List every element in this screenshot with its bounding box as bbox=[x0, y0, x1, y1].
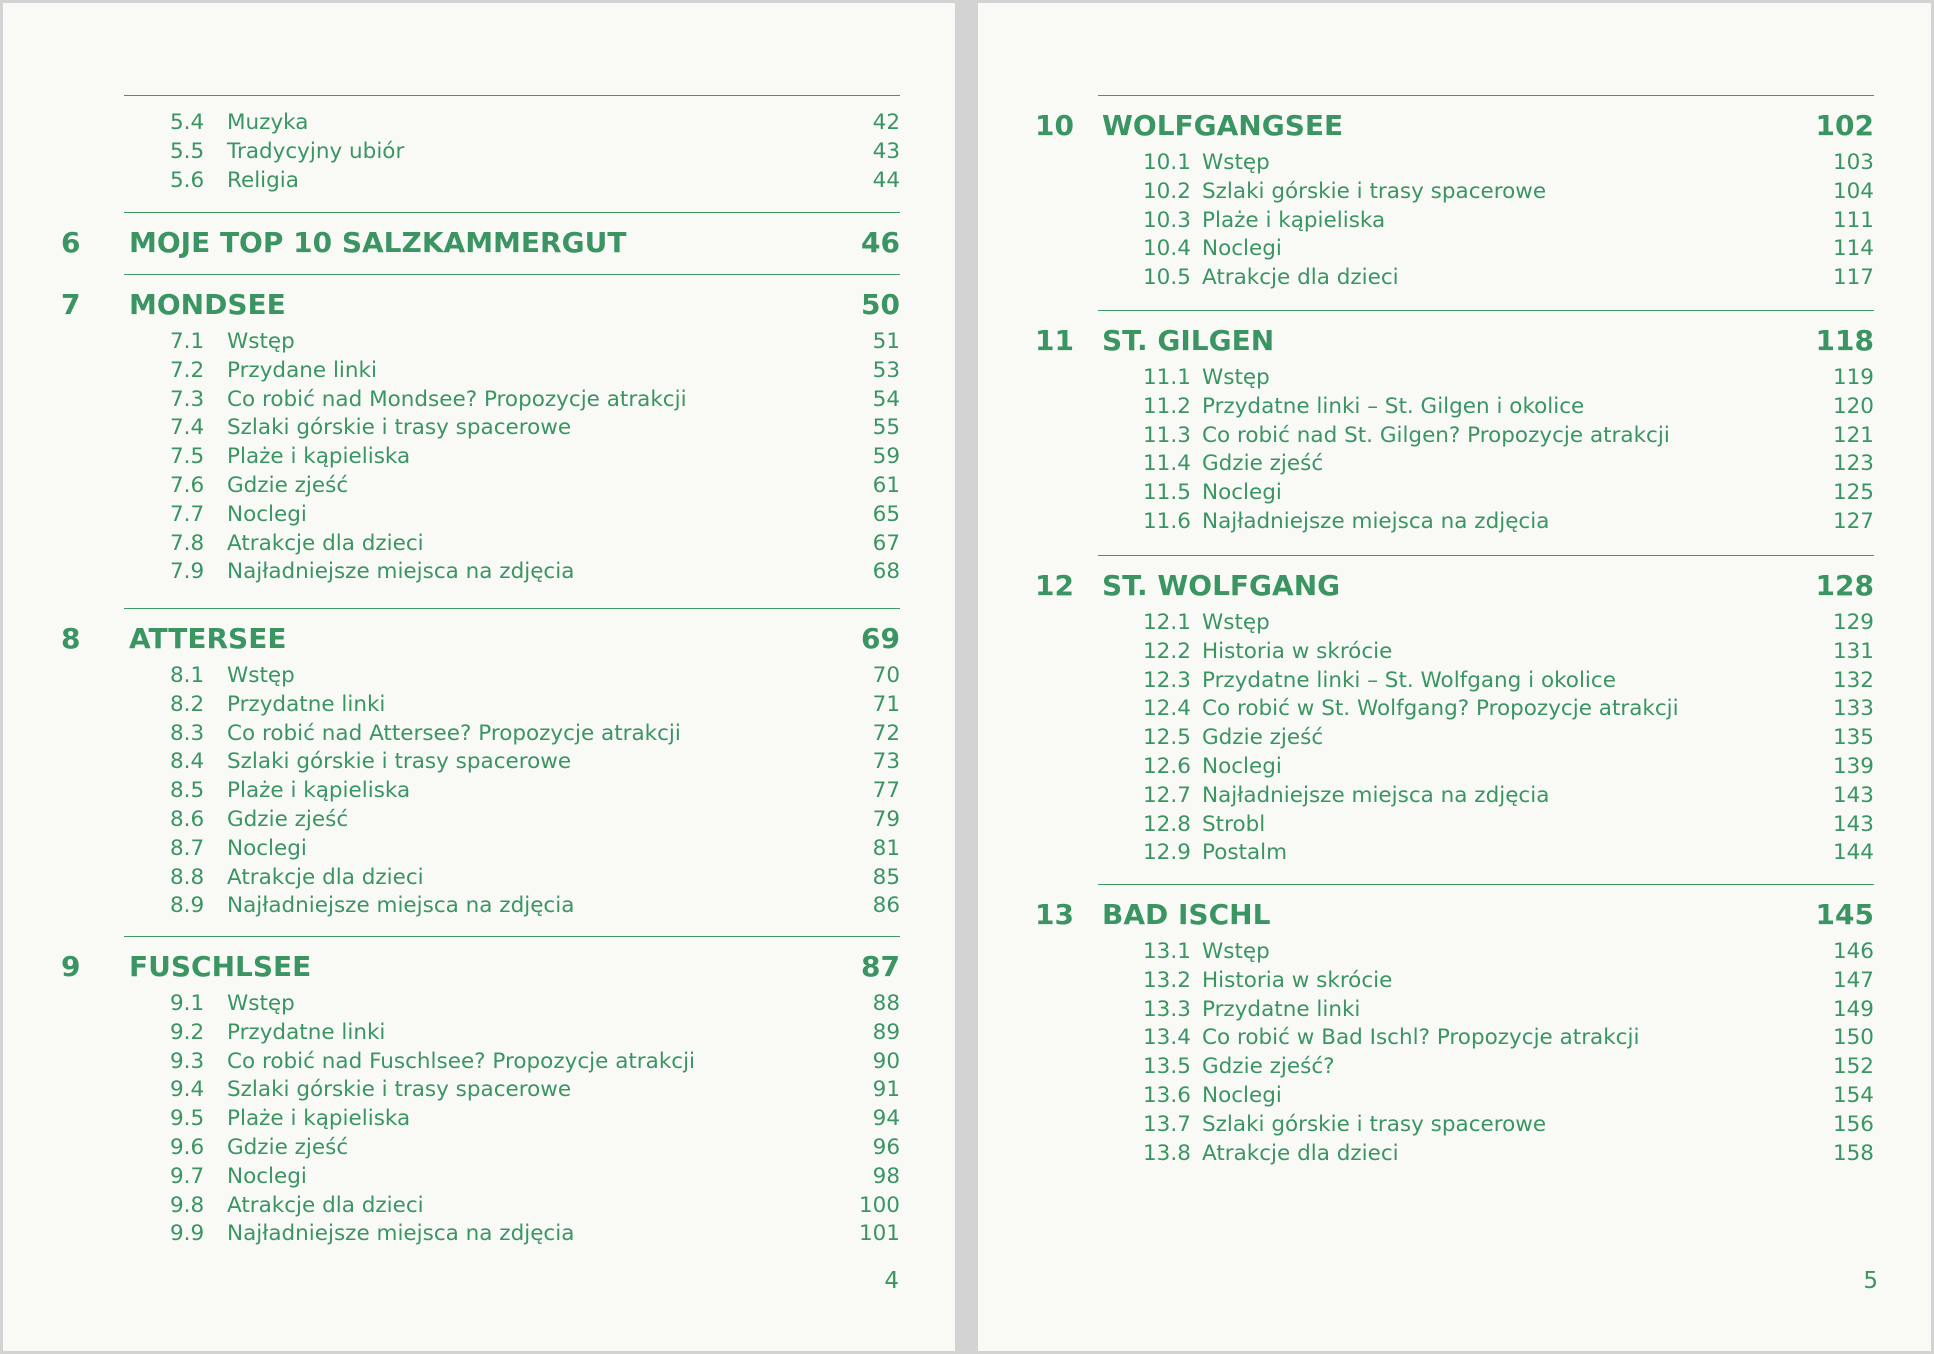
entry-number: 8.9 bbox=[170, 893, 205, 919]
toc-entry bbox=[3, 864, 955, 892]
entry-number: 9.8 bbox=[170, 1192, 205, 1218]
entry-number: 9.6 bbox=[170, 1135, 205, 1160]
entry-number: 10.2 bbox=[1143, 178, 1191, 204]
entry-title: Noclegi bbox=[227, 835, 307, 861]
entry-number: 8.5 bbox=[170, 778, 205, 804]
entry-number: 12.3 bbox=[1143, 667, 1191, 693]
entry-title: Wstęp bbox=[1202, 150, 1270, 175]
toc-entry bbox=[3, 530, 955, 558]
toc-entry bbox=[978, 938, 1931, 966]
entry-number: 13.2 bbox=[1143, 967, 1191, 993]
toc-entry bbox=[3, 777, 955, 805]
section-divider bbox=[124, 608, 900, 609]
toc-entry bbox=[3, 414, 955, 442]
entry-page: 156 bbox=[1832, 1111, 1874, 1137]
entry-title: Strobl bbox=[1202, 811, 1266, 837]
toc-entry bbox=[978, 178, 1931, 206]
entry-title: Plaże i kąpieliska bbox=[227, 1106, 411, 1132]
toc-entry bbox=[3, 835, 955, 863]
entry-number: 12.1 bbox=[1143, 610, 1191, 635]
entry-number: 13.8 bbox=[1143, 1140, 1191, 1166]
chapter-title: MONDSEE bbox=[129, 288, 286, 321]
chapter-title: ST. GILGEN bbox=[1102, 324, 1275, 357]
entry-page: 127 bbox=[1832, 509, 1874, 534]
entry-page: 98 bbox=[872, 1163, 900, 1189]
entry-title: Noclegi bbox=[1202, 754, 1282, 779]
entry-title: Gdzie zjeść bbox=[227, 807, 349, 832]
entry-page: 158 bbox=[1832, 1140, 1874, 1166]
entry-page: 77 bbox=[872, 778, 900, 804]
entry-number: 8.6 bbox=[170, 807, 205, 832]
entry-page: 139 bbox=[1832, 754, 1874, 779]
entry-page: 68 bbox=[872, 559, 900, 585]
entry-title: Postalm bbox=[1202, 840, 1288, 866]
toc-entry bbox=[3, 1048, 955, 1076]
entry-page: 96 bbox=[872, 1135, 900, 1160]
entry-page: 61 bbox=[872, 473, 900, 498]
entry-title: Gdzie zjeść bbox=[227, 1135, 349, 1160]
entry-page: 65 bbox=[872, 501, 900, 527]
entry-title: Co robić nad St. Gilgen? Propozycje atrakcji bbox=[1202, 422, 1670, 448]
entry-title: Atrakcje dla dzieci bbox=[1202, 265, 1399, 291]
toc-entry bbox=[3, 748, 955, 776]
entry-number: 10.3 bbox=[1143, 207, 1191, 233]
toc-entry bbox=[3, 1019, 955, 1047]
entry-page: 144 bbox=[1832, 840, 1874, 866]
entry-title: Przydatne linki – St. Wolfgang i okolice bbox=[1202, 667, 1616, 693]
toc-entry bbox=[978, 967, 1931, 995]
toc-entry bbox=[978, 264, 1931, 292]
entry-title: Plaże i kąpieliska bbox=[227, 778, 411, 804]
chapter-number: 7 bbox=[61, 288, 81, 321]
chapter-page: 145 bbox=[1815, 898, 1874, 931]
entry-title: Szlaki górskie i trasy spacerowe bbox=[227, 415, 572, 441]
entry-number: 7.1 bbox=[170, 329, 205, 354]
entry-title: Szlaki górskie i trasy spacerowe bbox=[227, 749, 572, 775]
entry-number: 9.7 bbox=[170, 1163, 205, 1189]
toc-entry bbox=[978, 235, 1931, 263]
entry-number: 7.6 bbox=[170, 473, 205, 498]
entry-title: Najładniejsze miejsca na zdjęcia bbox=[1202, 509, 1550, 534]
toc-entry bbox=[3, 167, 955, 195]
entry-title: Najładniejsze miejsca na zdjęcia bbox=[227, 1221, 575, 1247]
toc-entry bbox=[3, 443, 955, 471]
toc-entry bbox=[978, 207, 1931, 235]
section-divider bbox=[124, 936, 900, 937]
entry-number: 13.4 bbox=[1143, 1025, 1191, 1051]
entry-title: Historia w skrócie bbox=[1202, 967, 1393, 993]
entry-title: Wstęp bbox=[1202, 939, 1270, 964]
entry-page: 51 bbox=[872, 329, 900, 354]
toc-entry bbox=[978, 393, 1931, 421]
toc-entry bbox=[978, 1140, 1931, 1168]
toc-entry bbox=[3, 1105, 955, 1133]
toc-entry bbox=[3, 720, 955, 748]
entry-title: Gdzie zjeść bbox=[1202, 451, 1324, 477]
entry-page: 149 bbox=[1832, 996, 1874, 1022]
section-divider bbox=[1098, 555, 1874, 556]
entry-number: 8.3 bbox=[170, 720, 205, 746]
entry-number: 9.5 bbox=[170, 1106, 205, 1132]
entry-title: Wstęp bbox=[227, 991, 295, 1016]
entry-title: Co robić w St. Wolfgang? Propozycje atrakcji bbox=[1202, 696, 1679, 722]
toc-entry bbox=[3, 662, 955, 690]
entry-title: Co robić nad Fuschlsee? Propozycje atrakcji bbox=[227, 1048, 696, 1074]
entry-number: 13.5 bbox=[1143, 1054, 1191, 1080]
section-divider bbox=[124, 274, 900, 275]
toc-entry bbox=[3, 558, 955, 586]
chapter-page: 87 bbox=[861, 950, 900, 983]
toc-entry bbox=[978, 996, 1931, 1024]
entry-title: Noclegi bbox=[1202, 236, 1282, 262]
entry-number: 12.8 bbox=[1143, 811, 1191, 837]
entry-number: 8.7 bbox=[170, 835, 205, 861]
entry-number: 11.4 bbox=[1143, 451, 1191, 477]
entry-title: Co robić nad Attersee? Propozycje atrakcji bbox=[227, 720, 681, 746]
chapter-page: 118 bbox=[1815, 324, 1874, 357]
page-number: 4 bbox=[884, 1268, 899, 1294]
entry-number: 5.6 bbox=[170, 167, 205, 193]
toc-entry bbox=[978, 450, 1931, 478]
toc-entry bbox=[3, 1192, 955, 1220]
toc-entry bbox=[978, 667, 1931, 695]
entry-title: Noclegi bbox=[1202, 480, 1282, 506]
chapter-title: FUSCHLSEE bbox=[129, 950, 312, 983]
entry-title: Noclegi bbox=[227, 501, 307, 527]
chapter-title: ST. WOLFGANG bbox=[1102, 569, 1341, 602]
entry-page: 152 bbox=[1832, 1054, 1874, 1080]
entry-page: 101 bbox=[858, 1221, 900, 1247]
entry-number: 7.7 bbox=[170, 501, 205, 527]
entry-title: Atrakcje dla dzieci bbox=[227, 1192, 424, 1218]
entry-page: 59 bbox=[872, 444, 900, 470]
chapter-title: BAD ISCHL bbox=[1102, 898, 1271, 931]
toc-entry bbox=[978, 1111, 1931, 1139]
entry-number: 12.7 bbox=[1143, 782, 1191, 808]
entry-page: 103 bbox=[1832, 150, 1874, 175]
entry-title: Najładniejsze miejsca na zdjęcia bbox=[227, 893, 575, 919]
chapter-page: 50 bbox=[861, 288, 900, 321]
entry-number: 10.1 bbox=[1143, 150, 1191, 175]
entry-page: 79 bbox=[872, 807, 900, 832]
entry-title: Przydatne linki – St. Gilgen i okolice bbox=[1202, 393, 1585, 419]
entry-page: 54 bbox=[872, 386, 900, 412]
entry-page: 132 bbox=[1832, 667, 1874, 693]
entry-number: 11.5 bbox=[1143, 480, 1191, 506]
chapter-heading bbox=[3, 622, 955, 656]
chapter-number: 9 bbox=[61, 950, 81, 983]
entry-page: 135 bbox=[1832, 725, 1874, 751]
entry-title: Wstęp bbox=[227, 663, 295, 688]
entry-page: 43 bbox=[872, 138, 900, 164]
entry-number: 5.5 bbox=[170, 138, 205, 164]
entry-title: Wstęp bbox=[1202, 610, 1270, 635]
entry-title: Wstęp bbox=[227, 329, 295, 354]
toc-entry bbox=[3, 109, 955, 137]
entry-title: Noclegi bbox=[227, 1163, 307, 1189]
entry-page: 114 bbox=[1832, 236, 1874, 262]
entry-title: Atrakcje dla dzieci bbox=[1202, 1140, 1399, 1166]
entry-page: 120 bbox=[1832, 393, 1874, 419]
entry-title: Przydatne linki bbox=[227, 1019, 386, 1045]
entry-title: Religia bbox=[227, 167, 299, 193]
right-page bbox=[978, 3, 1931, 1351]
entry-number: 13.3 bbox=[1143, 996, 1191, 1022]
entry-number: 13.6 bbox=[1143, 1083, 1191, 1108]
entry-title: Atrakcje dla dzieci bbox=[227, 530, 424, 556]
toc-entry bbox=[3, 472, 955, 500]
section-divider bbox=[124, 212, 900, 213]
chapter-number: 8 bbox=[61, 622, 81, 655]
entry-page: 125 bbox=[1832, 480, 1874, 506]
entry-number: 10.5 bbox=[1143, 265, 1191, 291]
entry-number: 11.3 bbox=[1143, 422, 1191, 448]
entry-number: 13.1 bbox=[1143, 939, 1191, 964]
entry-number: 8.1 bbox=[170, 663, 205, 688]
entry-page: 53 bbox=[872, 357, 900, 383]
chapter-number: 10 bbox=[1035, 109, 1074, 142]
entry-title: Szlaki górskie i trasy spacerowe bbox=[227, 1077, 572, 1103]
entry-number: 9.2 bbox=[170, 1019, 205, 1045]
toc-entry bbox=[978, 1053, 1931, 1081]
chapter-heading bbox=[3, 950, 955, 984]
entry-page: 100 bbox=[858, 1192, 900, 1218]
chapter-number: 11 bbox=[1035, 324, 1074, 357]
entry-number: 9.3 bbox=[170, 1048, 205, 1074]
toc-entry bbox=[978, 811, 1931, 839]
entry-page: 81 bbox=[872, 835, 900, 861]
entry-title: Gdzie zjeść bbox=[227, 473, 349, 498]
entry-page: 91 bbox=[872, 1077, 900, 1103]
entry-number: 7.9 bbox=[170, 559, 205, 585]
chapter-title: ATTERSEE bbox=[129, 622, 287, 655]
toc-entry bbox=[3, 328, 955, 356]
entry-number: 12.4 bbox=[1143, 696, 1191, 722]
entry-number: 11.2 bbox=[1143, 393, 1191, 419]
entry-page: 94 bbox=[872, 1106, 900, 1132]
entry-number: 9.9 bbox=[170, 1221, 205, 1247]
toc-entry bbox=[978, 839, 1931, 867]
entry-title: Noclegi bbox=[1202, 1083, 1282, 1108]
entry-page: 71 bbox=[872, 691, 900, 717]
toc-entry bbox=[978, 479, 1931, 507]
entry-page: 67 bbox=[872, 530, 900, 556]
chapter-number: 13 bbox=[1035, 898, 1074, 931]
chapter-heading bbox=[3, 288, 955, 322]
entry-title: Atrakcje dla dzieci bbox=[227, 864, 424, 890]
section-divider bbox=[1098, 310, 1874, 311]
chapter-title: MOJE TOP 10 SALZKAMMERGUT bbox=[129, 226, 627, 259]
entry-number: 10.4 bbox=[1143, 236, 1191, 262]
toc-entry bbox=[3, 138, 955, 166]
entry-page: 44 bbox=[872, 167, 900, 193]
entry-page: 55 bbox=[872, 415, 900, 441]
chapter-heading bbox=[978, 898, 1931, 932]
entry-number: 12.5 bbox=[1143, 725, 1191, 751]
toc-entry bbox=[978, 422, 1931, 450]
chapter-page: 102 bbox=[1815, 109, 1874, 142]
toc-entry bbox=[978, 724, 1931, 752]
entry-title: Co robić w Bad Ischl? Propozycje atrakcji bbox=[1202, 1025, 1640, 1051]
chapter-number: 6 bbox=[61, 226, 81, 259]
section-divider bbox=[1098, 95, 1874, 96]
entry-page: 42 bbox=[872, 110, 900, 135]
entry-number: 7.2 bbox=[170, 357, 205, 383]
toc-entry bbox=[978, 609, 1931, 637]
chapter-heading bbox=[978, 324, 1931, 358]
entry-number: 9.4 bbox=[170, 1077, 205, 1103]
entry-page: 72 bbox=[872, 720, 900, 746]
entry-title: Plaże i kąpieliska bbox=[1202, 207, 1386, 233]
chapter-page: 128 bbox=[1815, 569, 1874, 602]
chapter-number: 12 bbox=[1035, 569, 1074, 602]
entry-page: 143 bbox=[1832, 782, 1874, 808]
entry-number: 7.8 bbox=[170, 530, 205, 556]
entry-number: 7.5 bbox=[170, 444, 205, 470]
entry-number: 13.7 bbox=[1143, 1111, 1191, 1137]
toc-entry bbox=[978, 753, 1931, 781]
entry-title: Najładniejsze miejsca na zdjęcia bbox=[227, 559, 575, 585]
entry-page: 123 bbox=[1832, 451, 1874, 477]
entry-title: Co robić nad Mondsee? Propozycje atrakcji bbox=[227, 386, 687, 412]
entry-page: 85 bbox=[872, 864, 900, 890]
entry-number: 11.1 bbox=[1143, 365, 1191, 390]
entry-title: Gdzie zjeść? bbox=[1202, 1054, 1335, 1080]
entry-number: 7.3 bbox=[170, 386, 205, 412]
entry-number: 12.6 bbox=[1143, 754, 1191, 779]
entry-page: 88 bbox=[872, 991, 900, 1016]
entry-title: Wstęp bbox=[1202, 365, 1270, 390]
chapter-heading bbox=[3, 226, 955, 260]
entry-title: Muzyka bbox=[227, 110, 309, 135]
entry-page: 121 bbox=[1832, 422, 1874, 448]
entry-page: 131 bbox=[1832, 638, 1874, 664]
entry-number: 8.4 bbox=[170, 749, 205, 775]
toc-entry bbox=[3, 357, 955, 385]
entry-number: 5.4 bbox=[170, 110, 205, 135]
entry-page: 154 bbox=[1832, 1083, 1874, 1108]
entry-page: 129 bbox=[1832, 610, 1874, 635]
chapter-page: 69 bbox=[861, 622, 900, 655]
toc-entry bbox=[3, 386, 955, 414]
toc-entry bbox=[978, 149, 1931, 177]
entry-page: 89 bbox=[872, 1019, 900, 1045]
entry-number: 11.6 bbox=[1143, 509, 1191, 534]
entry-title: Przydane linki bbox=[227, 357, 377, 383]
entry-page: 70 bbox=[872, 663, 900, 688]
toc-entry bbox=[3, 892, 955, 920]
entry-title: Najładniejsze miejsca na zdjęcia bbox=[1202, 782, 1550, 808]
entry-title: Szlaki górskie i trasy spacerowe bbox=[1202, 178, 1547, 204]
entry-page: 143 bbox=[1832, 811, 1874, 837]
entry-page: 111 bbox=[1832, 207, 1874, 233]
toc-entry bbox=[3, 691, 955, 719]
toc-entry bbox=[3, 1220, 955, 1248]
chapter-title: WOLFGANGSEE bbox=[1102, 109, 1344, 142]
entry-title: Tradycyjny ubiór bbox=[227, 138, 405, 164]
entry-page: 146 bbox=[1832, 939, 1874, 964]
chapter-heading bbox=[978, 109, 1931, 143]
entry-number: 12.2 bbox=[1143, 638, 1191, 664]
entry-page: 119 bbox=[1832, 365, 1874, 390]
entry-number: 8.2 bbox=[170, 691, 205, 717]
entry-title: Plaże i kąpieliska bbox=[227, 444, 411, 470]
toc-entry bbox=[978, 638, 1931, 666]
entry-title: Historia w skrócie bbox=[1202, 638, 1393, 664]
toc-entry bbox=[978, 695, 1931, 723]
toc-entry bbox=[3, 806, 955, 834]
entry-title: Szlaki górskie i trasy spacerowe bbox=[1202, 1111, 1547, 1137]
entry-page: 73 bbox=[872, 749, 900, 775]
entry-number: 7.4 bbox=[170, 415, 205, 441]
entry-page: 147 bbox=[1832, 967, 1874, 993]
entry-page: 133 bbox=[1832, 696, 1874, 722]
toc-entry bbox=[3, 990, 955, 1018]
chapter-heading bbox=[978, 569, 1931, 603]
entry-page: 150 bbox=[1832, 1025, 1874, 1051]
table-of-contents-right bbox=[978, 3, 1931, 1351]
entry-page: 117 bbox=[1832, 265, 1874, 291]
toc-entry bbox=[978, 1082, 1931, 1110]
toc-entry bbox=[3, 1076, 955, 1104]
toc-entry bbox=[978, 782, 1931, 810]
chapter-page: 46 bbox=[861, 226, 900, 259]
toc-entry bbox=[978, 508, 1931, 536]
toc-entry bbox=[3, 1134, 955, 1162]
toc-entry bbox=[978, 364, 1931, 392]
section-divider bbox=[124, 95, 900, 96]
entry-number: 12.9 bbox=[1143, 840, 1191, 866]
entry-number: 8.8 bbox=[170, 864, 205, 890]
table-of-contents-left bbox=[3, 3, 955, 1351]
entry-page: 104 bbox=[1832, 178, 1874, 204]
left-page bbox=[3, 3, 955, 1351]
entry-title: Gdzie zjeść bbox=[1202, 725, 1324, 751]
entry-number: 9.1 bbox=[170, 991, 205, 1016]
toc-entry bbox=[978, 1024, 1931, 1052]
entry-title: Przydatne linki bbox=[227, 691, 386, 717]
entry-page: 86 bbox=[872, 893, 900, 919]
entry-title: Przydatne linki bbox=[1202, 996, 1361, 1022]
page-number: 5 bbox=[1863, 1268, 1878, 1294]
entry-page: 90 bbox=[872, 1048, 900, 1074]
section-divider bbox=[1098, 884, 1874, 885]
toc-entry bbox=[3, 1163, 955, 1191]
toc-entry bbox=[3, 501, 955, 529]
